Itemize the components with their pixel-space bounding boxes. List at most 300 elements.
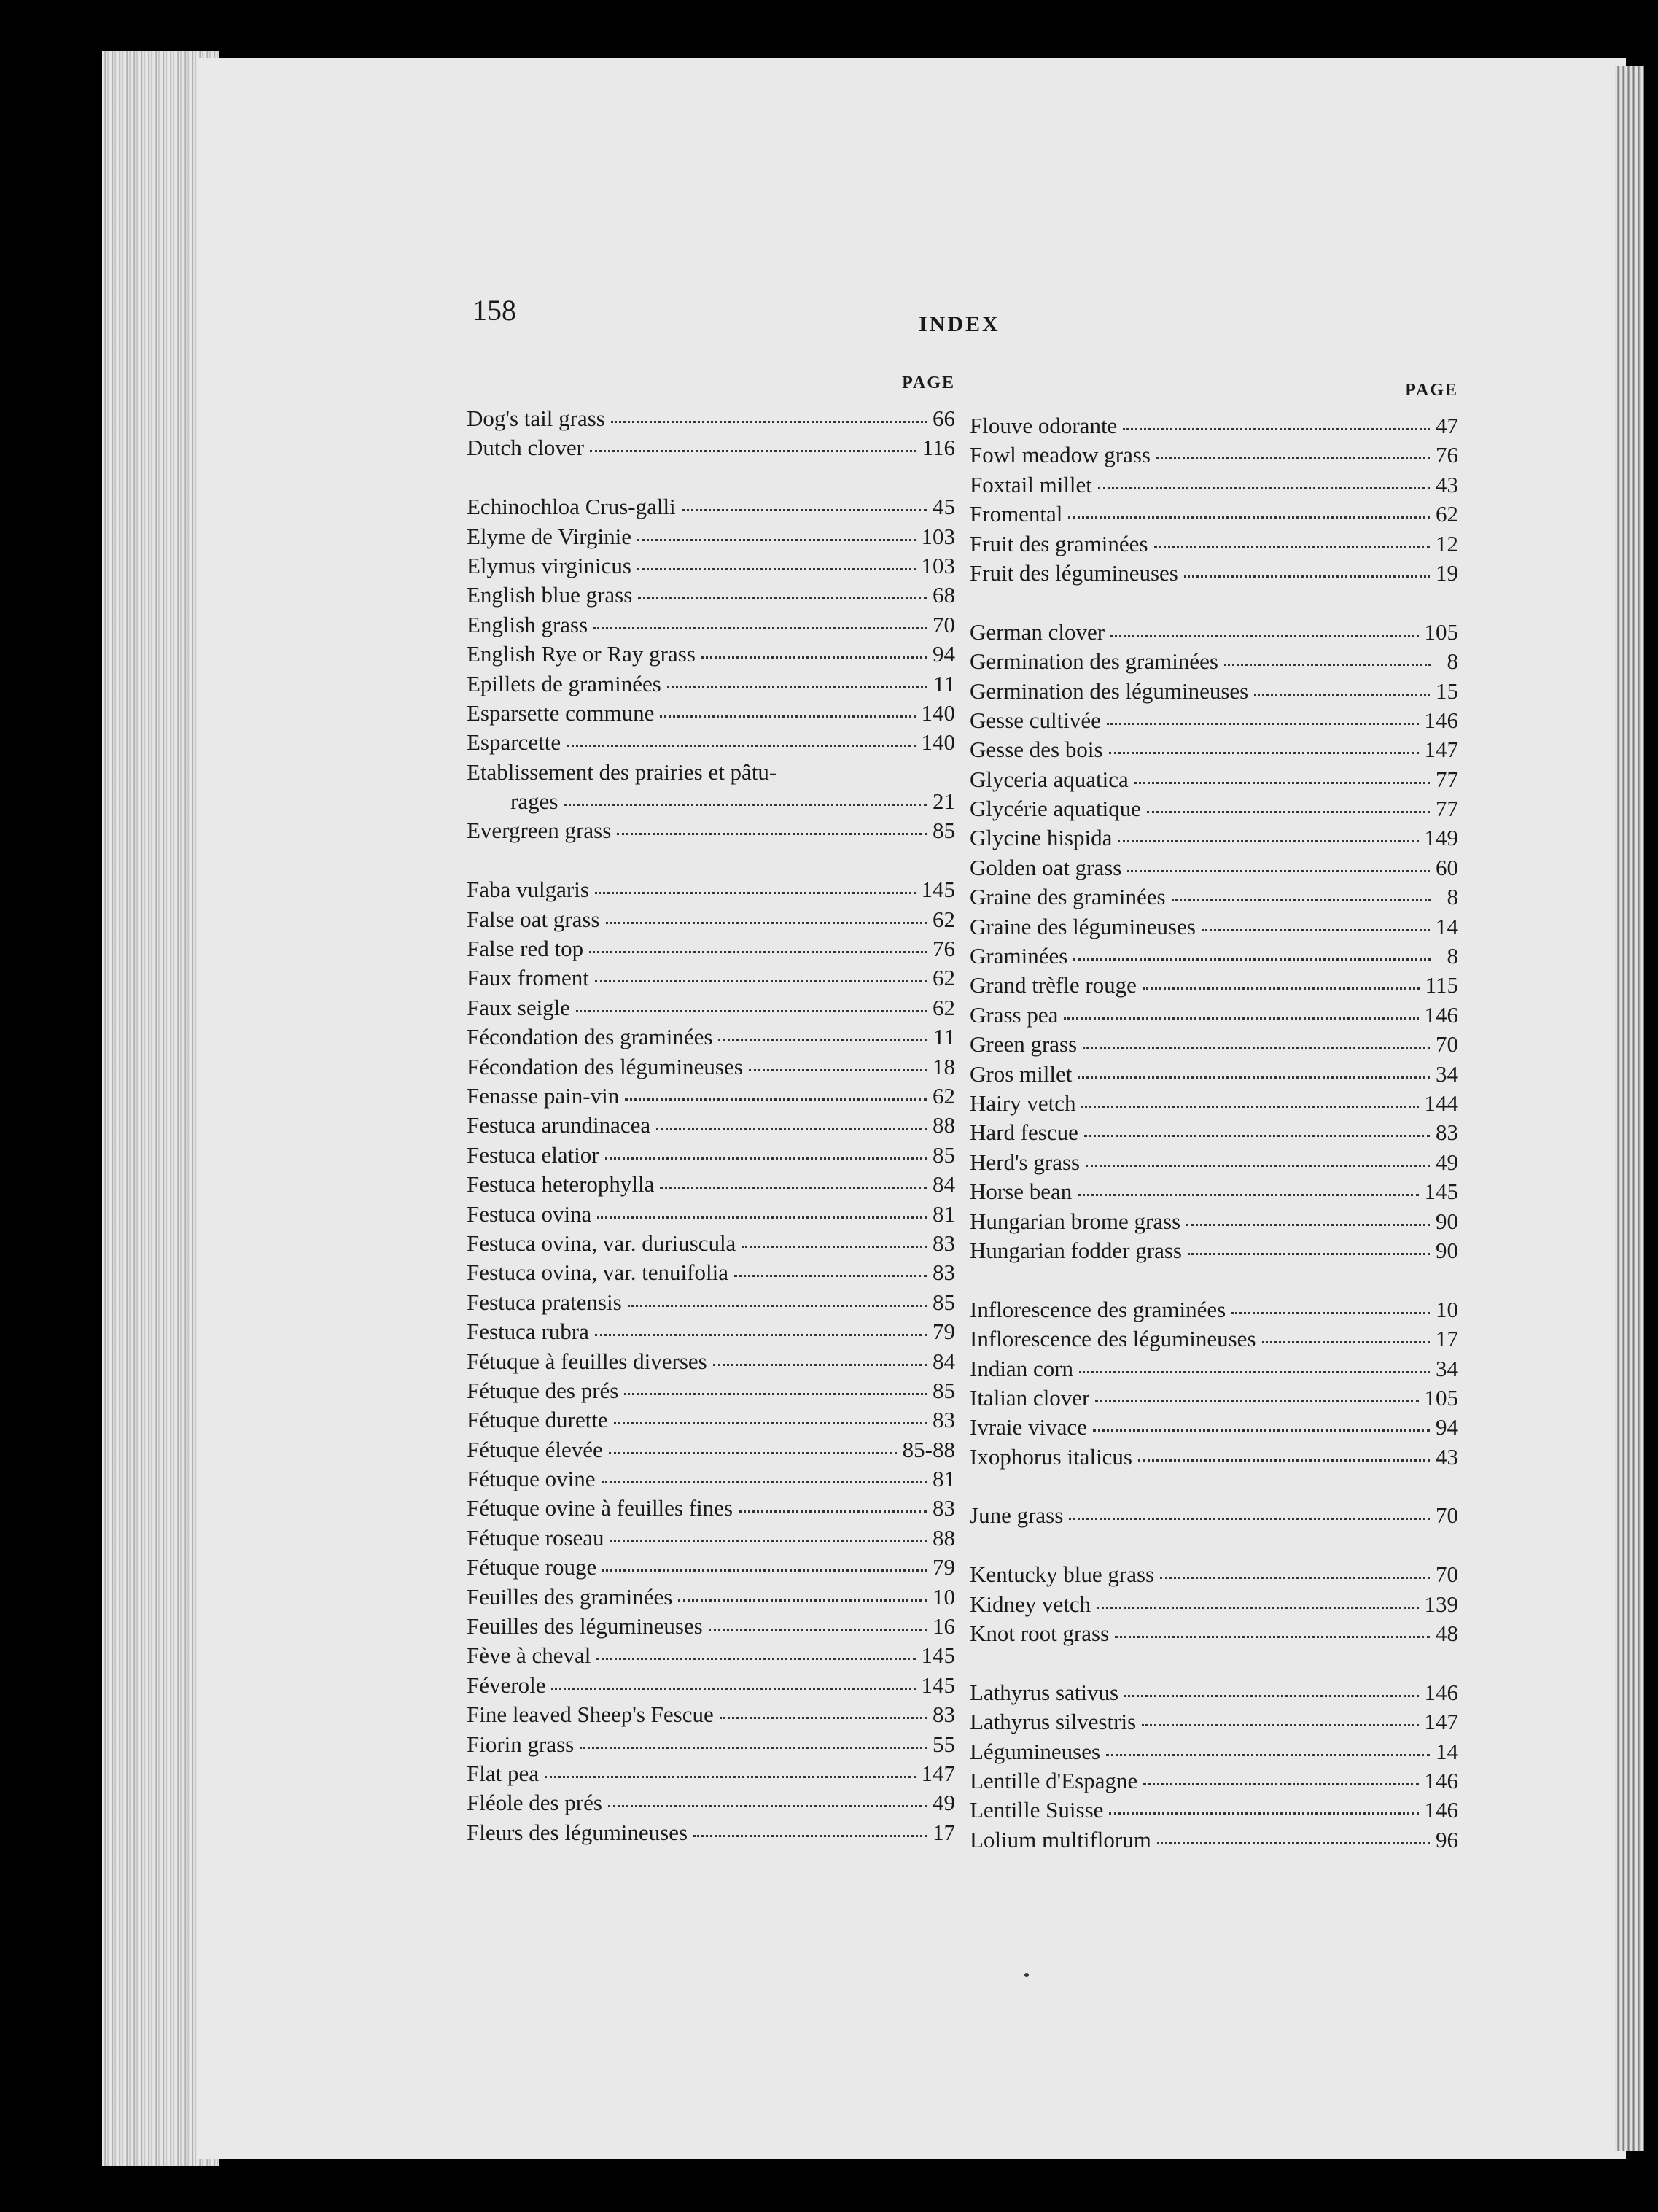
dot-leader — [742, 1246, 927, 1248]
index-term: Fowl meadow grass — [970, 442, 1151, 468]
dot-leader — [1172, 899, 1431, 901]
index-term: Grass pea — [970, 1001, 1059, 1028]
index-entry — [467, 1288, 955, 1317]
index-entry — [467, 1464, 955, 1494]
index-term: Golden oat grass — [970, 854, 1122, 880]
index-term: Légumineuses — [970, 1738, 1101, 1764]
index-page-ref: 83 — [933, 1701, 955, 1728]
dot-leader — [1078, 1194, 1418, 1196]
dot-leader — [638, 597, 927, 599]
index-page-ref: 11 — [933, 1024, 955, 1050]
index-term: Fruit des légumineuses — [970, 559, 1178, 586]
index-page-ref: 43 — [1436, 471, 1458, 497]
dot-leader — [1109, 752, 1419, 754]
dot-leader — [713, 1364, 927, 1366]
index-entry — [970, 794, 1458, 823]
dot-leader — [1123, 428, 1430, 430]
page-column-label: PAGE — [1405, 381, 1458, 400]
index-page-ref: 81 — [933, 1200, 955, 1227]
dot-leader — [596, 1658, 915, 1660]
dot-leader — [678, 1599, 927, 1602]
index-entry — [970, 1001, 1458, 1030]
index-entry — [970, 1796, 1458, 1825]
index-entry — [970, 1030, 1458, 1059]
index-page-ref: 77 — [1436, 766, 1458, 792]
index-entry — [970, 559, 1458, 588]
index-page-ref: 85 — [933, 1377, 955, 1403]
index-page-ref: 83 — [933, 1495, 955, 1521]
index-entry — [467, 1347, 955, 1376]
dot-leader — [597, 1216, 927, 1219]
index-page-ref: 15 — [1436, 678, 1458, 704]
index-entry — [970, 1737, 1458, 1766]
index-page-ref: 79 — [933, 1319, 955, 1345]
index-term: Festuca heterophylla — [467, 1171, 655, 1198]
dot-leader — [1118, 840, 1418, 842]
index-term: Herd's grass — [970, 1149, 1081, 1175]
index-entry — [467, 1229, 955, 1258]
index-term: rages — [510, 788, 558, 815]
print-speck — [1024, 1973, 1029, 1977]
index-term: Faux seigle — [467, 994, 571, 1020]
dot-leader — [628, 1305, 927, 1307]
index-term: Dog's tail grass — [467, 405, 605, 431]
index-entry — [467, 640, 955, 669]
dot-leader — [1110, 635, 1418, 637]
dot-leader — [593, 627, 927, 629]
index-term: Gesse cultivée — [970, 707, 1101, 733]
index-term: Fétuque roseau — [467, 1524, 604, 1551]
dot-leader — [595, 892, 916, 894]
running-head: INDEX — [919, 312, 1000, 336]
index-page-ref: 48 — [1436, 1621, 1458, 1647]
dot-leader — [545, 1776, 916, 1778]
dot-leader — [749, 1069, 927, 1071]
index-term: Inflorescence des graminées — [970, 1296, 1226, 1322]
index-entry — [467, 1111, 955, 1140]
dot-leader — [1081, 1106, 1418, 1108]
index-term: Dutch clover — [467, 435, 584, 461]
index-term: Fléole des prés — [467, 1790, 602, 1816]
index-page-ref: 10 — [1436, 1296, 1458, 1322]
index-page-ref: 83 — [933, 1407, 955, 1433]
index-page-ref: 10 — [933, 1583, 955, 1610]
index-gap — [467, 846, 955, 875]
dot-leader — [1093, 1429, 1430, 1432]
index-entry — [467, 1258, 955, 1287]
dot-leader — [1231, 1312, 1430, 1314]
index-term: Epillets de graminées — [467, 670, 661, 696]
index-page-ref: 103 — [921, 552, 955, 578]
index-page-ref: 115 — [1425, 972, 1458, 998]
index-gap — [970, 1265, 1458, 1295]
index-page-ref: 85-88 — [902, 1436, 955, 1462]
index-term: Etablissement des prairies et pâtu- — [467, 758, 777, 785]
index-term: German clover — [970, 618, 1105, 645]
index-term: Hungarian fodder grass — [970, 1237, 1182, 1263]
index-page-ref: 62 — [1436, 501, 1458, 527]
index-page-ref: 139 — [1424, 1591, 1458, 1617]
dot-leader — [1224, 664, 1431, 666]
index-term: Foxtail millet — [970, 471, 1092, 497]
page-number: 158 — [472, 294, 516, 327]
index-page-ref: 116 — [922, 435, 955, 461]
dot-leader — [617, 833, 927, 835]
index-page-ref: 34 — [1436, 1060, 1458, 1087]
dot-leader — [1154, 546, 1430, 548]
index-term: Fétuque rouge — [467, 1554, 597, 1580]
index-entry — [970, 647, 1458, 676]
index-term: Lolium multiflorum — [970, 1826, 1151, 1852]
index-entry — [970, 706, 1458, 735]
index-entry — [970, 1443, 1458, 1472]
index-entry — [467, 993, 955, 1022]
dot-leader — [1147, 811, 1430, 813]
index-term: Festuca ovina — [467, 1200, 592, 1227]
dot-leader — [614, 1422, 927, 1424]
index-column-right — [970, 379, 1458, 1855]
index-entry — [970, 470, 1458, 500]
dot-leader — [1068, 516, 1430, 519]
index-page-ref: 34 — [1436, 1355, 1458, 1381]
dot-leader — [605, 1157, 927, 1160]
index-page-ref: 70 — [933, 611, 955, 637]
index-term: Fiorin grass — [467, 1731, 575, 1757]
index-entry — [970, 1148, 1458, 1177]
index-term: Evergreen grass — [467, 818, 612, 844]
index-page-ref: 8 — [1447, 884, 1458, 910]
index-page-ref: 90 — [1436, 1208, 1458, 1234]
index-entry — [970, 823, 1458, 853]
index-term: Fine leaved Sheep's Fescue — [467, 1701, 714, 1728]
index-page-ref: 149 — [1424, 825, 1458, 851]
dot-leader — [1078, 1076, 1430, 1079]
index-entry — [467, 787, 955, 816]
index-term: Elyme de Virginie — [467, 523, 632, 549]
index-term: Graine des graminées — [970, 884, 1166, 910]
index-term: Germination des graminées — [970, 648, 1218, 675]
index-page-ref: 62 — [933, 906, 955, 932]
index-page-ref: 83 — [1436, 1119, 1458, 1146]
index-term: Fenasse pain-vin — [467, 1082, 620, 1109]
index-entry — [467, 1583, 955, 1612]
index-term: Graminées — [970, 943, 1068, 969]
index-gap — [970, 1531, 1458, 1560]
dot-leader — [718, 1039, 927, 1041]
index-page-ref: 146 — [1424, 1001, 1458, 1028]
index-term: Féverole — [467, 1672, 546, 1698]
index-entry — [970, 1678, 1458, 1707]
dot-leader — [637, 539, 915, 541]
index-entry — [467, 1376, 955, 1405]
index-entry — [467, 1082, 955, 1111]
index-page-ref: 94 — [933, 641, 955, 667]
index-page-ref: 77 — [1436, 796, 1458, 822]
dot-leader — [576, 1010, 927, 1012]
index-term: Lathyrus sativus — [970, 1679, 1119, 1705]
dot-leader — [637, 568, 916, 570]
index-page-ref: 17 — [1436, 1326, 1458, 1352]
index-term: Lathyrus silvestris — [970, 1709, 1137, 1735]
index-entry — [970, 1501, 1458, 1530]
index-term: Grand trèfle rouge — [970, 972, 1137, 998]
index-term: English Rye or Ray grass — [467, 641, 696, 667]
index-entry — [467, 1141, 955, 1170]
index-term: Feuilles des graminées — [467, 1583, 673, 1610]
index-page-ref: 147 — [921, 1760, 955, 1786]
index-entry — [467, 963, 955, 993]
index-entry — [970, 1207, 1458, 1236]
dot-leader — [1095, 1400, 1418, 1402]
index-page-ref: 47 — [1436, 413, 1458, 438]
dot-leader — [739, 1510, 927, 1513]
index-entry — [467, 610, 955, 640]
index-entry — [970, 1060, 1458, 1089]
index-entry — [467, 1730, 955, 1759]
index-page-ref: 85 — [933, 1289, 955, 1315]
index-page-ref: 79 — [933, 1554, 955, 1580]
index-entry — [970, 971, 1458, 1000]
index-entry — [970, 1177, 1458, 1206]
index-page-ref: 90 — [1436, 1237, 1458, 1263]
index-entry — [970, 441, 1458, 470]
index-entry — [970, 500, 1458, 529]
index-entry — [467, 433, 955, 462]
index-page-ref: 66 — [933, 405, 955, 431]
dot-leader — [734, 1275, 927, 1277]
index-term: Hairy vetch — [970, 1090, 1076, 1116]
dot-leader — [1157, 1842, 1430, 1844]
index-page-ref: 62 — [933, 965, 955, 991]
dot-leader — [580, 1747, 927, 1749]
index-entry — [467, 875, 955, 904]
dot-leader — [1106, 1754, 1430, 1756]
index-page-ref: 8 — [1447, 943, 1458, 969]
index-page-ref: 49 — [1436, 1149, 1458, 1175]
index-entry — [970, 1707, 1458, 1736]
index-term: Esparsette commune — [467, 699, 655, 726]
index-page-ref: 49 — [933, 1790, 955, 1816]
dot-leader — [660, 1187, 927, 1189]
dot-leader — [1083, 1047, 1430, 1049]
index-page-ref: 55 — [933, 1731, 955, 1757]
index-term: Fève à cheval — [467, 1642, 591, 1669]
index-term: Fétuque ovine — [467, 1466, 596, 1492]
index-page-ref: 60 — [1436, 854, 1458, 880]
index-entry — [467, 1553, 955, 1582]
index-page-ref: 147 — [1424, 1709, 1458, 1735]
index-page-ref: 145 — [921, 1672, 955, 1698]
dot-leader — [610, 1540, 927, 1542]
index-page-ref: 88 — [933, 1524, 955, 1551]
index-page-ref: 145 — [921, 877, 955, 903]
dot-leader — [1143, 987, 1420, 990]
index-term: Ivraie vivace — [970, 1414, 1087, 1440]
index-term: Fécondation des légumineuses — [467, 1053, 743, 1079]
index-entry — [970, 529, 1458, 559]
dot-leader — [1084, 1135, 1430, 1137]
index-entry — [467, 1435, 955, 1464]
book-right-edge — [1615, 66, 1644, 2151]
dot-leader — [1109, 1812, 1418, 1815]
index-entry — [467, 1671, 955, 1700]
index-page-ref: 8 — [1447, 648, 1458, 675]
index-term: Festuca ovina, var. duriuscula — [467, 1230, 736, 1256]
index-entry — [467, 1200, 955, 1229]
index-page-ref: 145 — [1424, 1179, 1458, 1205]
index-term: Fromental — [970, 501, 1063, 527]
index-page-ref: 146 — [1424, 1679, 1458, 1705]
index-entry — [970, 1413, 1458, 1442]
index-page-ref: 103 — [921, 523, 955, 549]
index-entry — [467, 1818, 955, 1847]
index-term: June grass — [970, 1502, 1064, 1529]
index-term: Gesse des bois — [970, 737, 1103, 763]
index-term: Elymus virginicus — [467, 552, 631, 578]
dot-leader — [624, 1393, 927, 1395]
index-term: Echinochloa Crus-galli — [467, 494, 676, 520]
index-term: Lentille d'Espagne — [970, 1767, 1138, 1793]
index-entry — [467, 522, 955, 551]
index-entry — [970, 765, 1458, 794]
index-term: Italian clover — [970, 1384, 1090, 1410]
dot-leader — [595, 980, 927, 982]
index-entry — [467, 581, 955, 610]
index-page-ref: 62 — [933, 1082, 955, 1109]
index-gap — [970, 1472, 1458, 1501]
dot-leader — [1188, 1253, 1430, 1255]
index-entry — [467, 1700, 955, 1729]
index-term: Glyceria aquatica — [970, 766, 1129, 792]
index-entry — [970, 677, 1458, 706]
index-entry — [467, 758, 955, 787]
dot-leader — [701, 656, 927, 659]
dot-leader — [1262, 1341, 1430, 1343]
index-page-ref: 11 — [933, 670, 955, 696]
index-gap — [970, 588, 1458, 617]
index-term: Glycine hispida — [970, 825, 1113, 851]
index-page-ref: 88 — [933, 1112, 955, 1138]
index-entry — [970, 853, 1458, 882]
index-page-ref: 145 — [921, 1642, 955, 1669]
index-term: Fétuque à feuilles diverses — [467, 1348, 707, 1374]
dot-leader — [1124, 1695, 1418, 1697]
page-column-label: PAGE — [902, 373, 955, 392]
index-entry — [467, 934, 955, 963]
index-page-ref: 105 — [1424, 1384, 1458, 1410]
index-term: Fétuque élevée — [467, 1436, 603, 1462]
index-entry — [467, 1317, 955, 1346]
index-entry — [467, 1405, 955, 1435]
dot-leader — [551, 1688, 915, 1690]
dot-leader — [589, 951, 927, 953]
index-entry — [467, 492, 955, 521]
index-page-ref: 14 — [1436, 1738, 1458, 1764]
index-page-ref: 96 — [1436, 1826, 1458, 1852]
index-entry — [970, 735, 1458, 764]
dot-leader — [1134, 782, 1430, 784]
dot-leader — [1142, 1724, 1418, 1726]
index-term: Festuca ovina, var. tenuifolia — [467, 1260, 728, 1286]
index-term: English grass — [467, 611, 588, 637]
index-term: Fétuque durette — [467, 1407, 608, 1433]
dot-leader — [602, 1481, 927, 1483]
dot-leader — [1107, 723, 1419, 725]
index-entry — [970, 618, 1458, 647]
dot-leader — [602, 1569, 927, 1572]
index-term: Fruit des graminées — [970, 530, 1148, 556]
dot-leader — [595, 1334, 927, 1336]
index-entry — [467, 404, 955, 433]
index-page-ref: 12 — [1436, 530, 1458, 556]
dot-leader — [1073, 958, 1431, 961]
dot-leader — [1202, 929, 1430, 931]
index-page-ref: 85 — [933, 1141, 955, 1168]
index-term: False red top — [467, 936, 584, 962]
index-entry — [970, 1766, 1458, 1796]
index-entry — [467, 551, 955, 581]
index-page-ref: 140 — [921, 729, 955, 756]
dot-leader — [660, 715, 915, 718]
index-entry — [467, 1052, 955, 1082]
index-page-ref: 14 — [1436, 913, 1458, 939]
index-term: Graine des légumineuses — [970, 913, 1196, 939]
index-term: Kidney vetch — [970, 1591, 1091, 1617]
index-term: Lentille Suisse — [970, 1797, 1104, 1823]
index-term: Fleurs des légumineuses — [467, 1819, 688, 1845]
index-page-ref: 84 — [933, 1171, 955, 1198]
index-page-ref: 147 — [1424, 737, 1458, 763]
index-term: Gros millet — [970, 1060, 1073, 1087]
index-entry — [970, 942, 1458, 971]
index-entry — [467, 1759, 955, 1788]
dot-leader — [1064, 1017, 1418, 1020]
index-page-ref: 83 — [933, 1260, 955, 1286]
index-gap — [467, 463, 955, 492]
index-term: Festuca pratensis — [467, 1289, 622, 1315]
dot-leader — [1097, 1607, 1418, 1609]
index-entry — [970, 1324, 1458, 1354]
index-page-ref: 68 — [933, 582, 955, 608]
index-term: Fécondation des graminées — [467, 1024, 713, 1050]
index-term: False oat grass — [467, 906, 600, 932]
index-term: Kentucky blue grass — [970, 1561, 1155, 1588]
index-entry — [970, 1825, 1458, 1855]
index-term: Faux froment — [467, 965, 589, 991]
index-page-ref: 83 — [933, 1230, 955, 1256]
index-entry — [970, 1089, 1458, 1118]
dot-leader — [609, 1452, 897, 1454]
index-page-ref: 70 — [1436, 1502, 1458, 1529]
index-entry — [467, 1524, 955, 1553]
index-term: Hard fescue — [970, 1119, 1078, 1146]
dot-leader — [693, 1835, 927, 1837]
index-entry — [467, 1641, 955, 1670]
dot-leader — [608, 1805, 927, 1807]
index-entry — [970, 1295, 1458, 1324]
dot-leader — [590, 450, 916, 452]
index-term: Inflorescence des légumineuses — [970, 1326, 1256, 1352]
dot-leader — [1184, 575, 1430, 578]
index-entry — [970, 1236, 1458, 1265]
index-term: English blue grass — [467, 582, 633, 608]
index-entry — [970, 1118, 1458, 1147]
index-page-ref: 43 — [1436, 1443, 1458, 1470]
dot-leader — [1069, 1518, 1430, 1520]
index-term: Feuilles des légumineuses — [467, 1613, 703, 1639]
index-entry — [970, 912, 1458, 942]
index-page-ref: 19 — [1436, 559, 1458, 586]
